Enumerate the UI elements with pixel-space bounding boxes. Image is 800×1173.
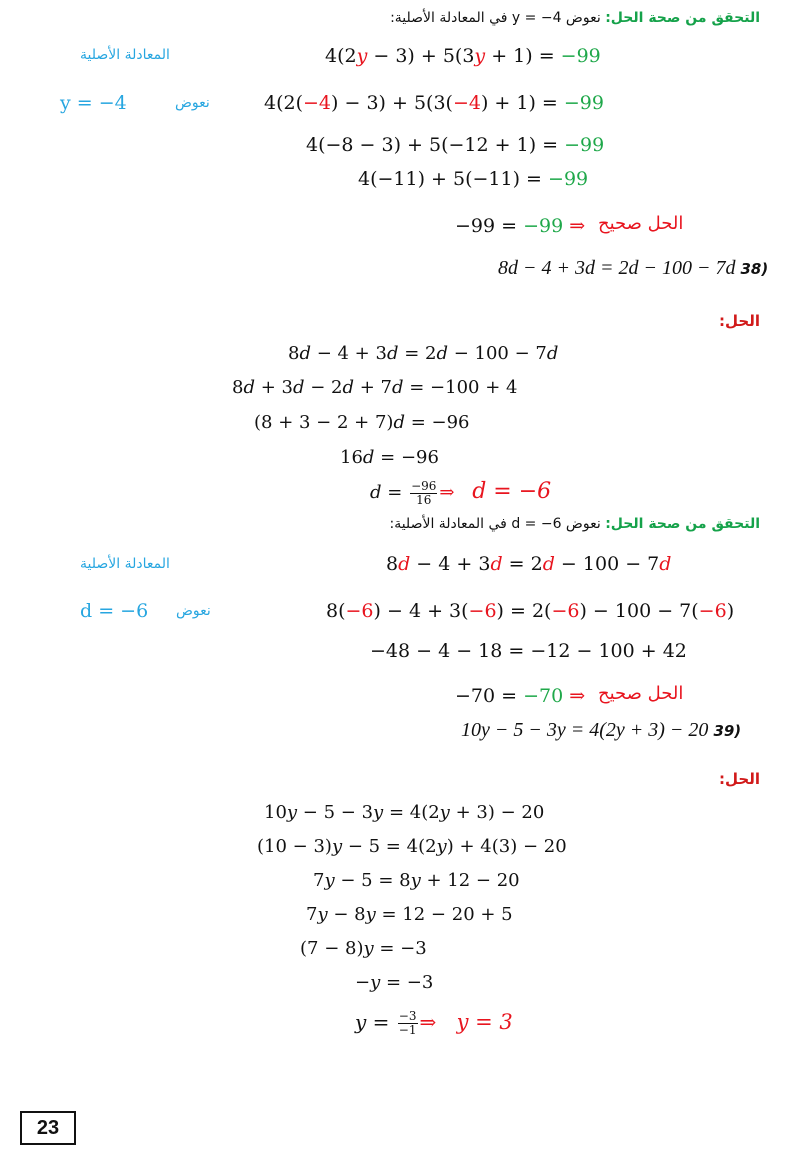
check2-heading: التحقق من صحة الحل: <box>605 516 760 532</box>
q39-step1: 10y − 5 − 3y = 4(2y + 3) − 20 <box>264 802 545 823</box>
check1-eq-substituted: 4(2(−4) − 3) + 5(3(−4) + 1) = −99 <box>264 92 604 114</box>
q39-solution-label: الحل: <box>719 770 760 788</box>
check2-sub-label: نعوض <box>176 603 211 619</box>
q38-step5: d = $\frac{-96}{16}$ ⇒ d = −6 <box>370 478 552 507</box>
q38-step3: (8 + 3 − 2 + 7)d = −96 <box>254 412 470 433</box>
check1-heading-line <box>390 10 760 26</box>
check2-sub-value: d = −6 <box>80 600 149 622</box>
check2-final: −70 = −70 ⇒ <box>455 685 586 707</box>
q39-step5: (7 − 8)y = −3 <box>300 938 427 959</box>
check1-text: نعوض y = −4 في المعادلة الأصلية: <box>390 10 601 26</box>
check2-eq-substituted: 8(−6) − 4 + 3(−6) = 2(−6) − 100 − 7(−6) <box>326 600 735 622</box>
q39-step4: 7y − 8y = 12 − 20 + 5 <box>306 904 513 925</box>
check2-eq-original: 8d − 4 + 3d = 2d − 100 − 7d <box>386 553 672 575</box>
q39-step3: 7y − 5 = 8y + 12 − 20 <box>313 870 520 891</box>
q39-fraction: $\frac{-3}{-1}$ <box>398 1009 417 1037</box>
check1-sub-label: نعوض <box>175 95 210 111</box>
check2-correct-label: الحل صحيح <box>598 683 684 704</box>
check1-original-label: المعادلة الأصلية <box>80 47 170 63</box>
q38-statement: 8d − 4 + 3d = 2d − 100 − 7d 38) <box>498 257 769 279</box>
check2-heading-line <box>389 516 760 532</box>
check2-original-label: المعادلة الأصلية <box>80 556 170 572</box>
q38-fraction: $\frac{-96}{16}$ <box>411 478 437 507</box>
q38-step4: 16d = −96 <box>340 447 439 468</box>
check1-eq-step3: 4(−11) + 5(−11) = −99 <box>358 168 589 190</box>
check1-heading: التحقق من صحة الحل: <box>605 10 760 26</box>
q38-step2: 8d + 3d − 2d + 7d = −100 + 4 <box>232 377 518 398</box>
q38-step1: 8d − 4 + 3d = 2d − 100 − 7d <box>288 343 559 364</box>
check1-eq-original: 4(2y − 3) + 5(3y + 1) = −99 <box>325 45 601 67</box>
q38-answer: d = −6 <box>472 479 552 504</box>
page-number: 23 <box>20 1111 76 1145</box>
q39-step2: (10 − 3)y − 5 = 4(2y) + 4(3) − 20 <box>257 836 567 857</box>
q39-step7: y = $\frac{-3}{-1}$ ⇒ y = 3 <box>355 1009 513 1037</box>
check2-eq-step2: −48 − 4 − 18 = −12 − 100 + 42 <box>370 640 687 662</box>
q39-statement: 10y − 5 − 3y = 4(2y + 3) − 20 39) <box>461 719 742 741</box>
check1-correct-label: الحل صحيح <box>598 213 684 234</box>
check2-text: نعوض d = −6 في المعادلة الأصلية: <box>389 516 601 532</box>
check1-eq-step2: 4(−8 − 3) + 5(−12 + 1) = −99 <box>306 134 605 156</box>
q38-solution-label: الحل: <box>719 312 760 330</box>
check1-sub-value: y = −4 <box>60 92 127 114</box>
check1-final: −99 = −99 ⇒ <box>455 215 586 237</box>
q39-step6: −y = −3 <box>355 972 434 993</box>
q39-answer: y = 3 <box>456 1010 513 1034</box>
